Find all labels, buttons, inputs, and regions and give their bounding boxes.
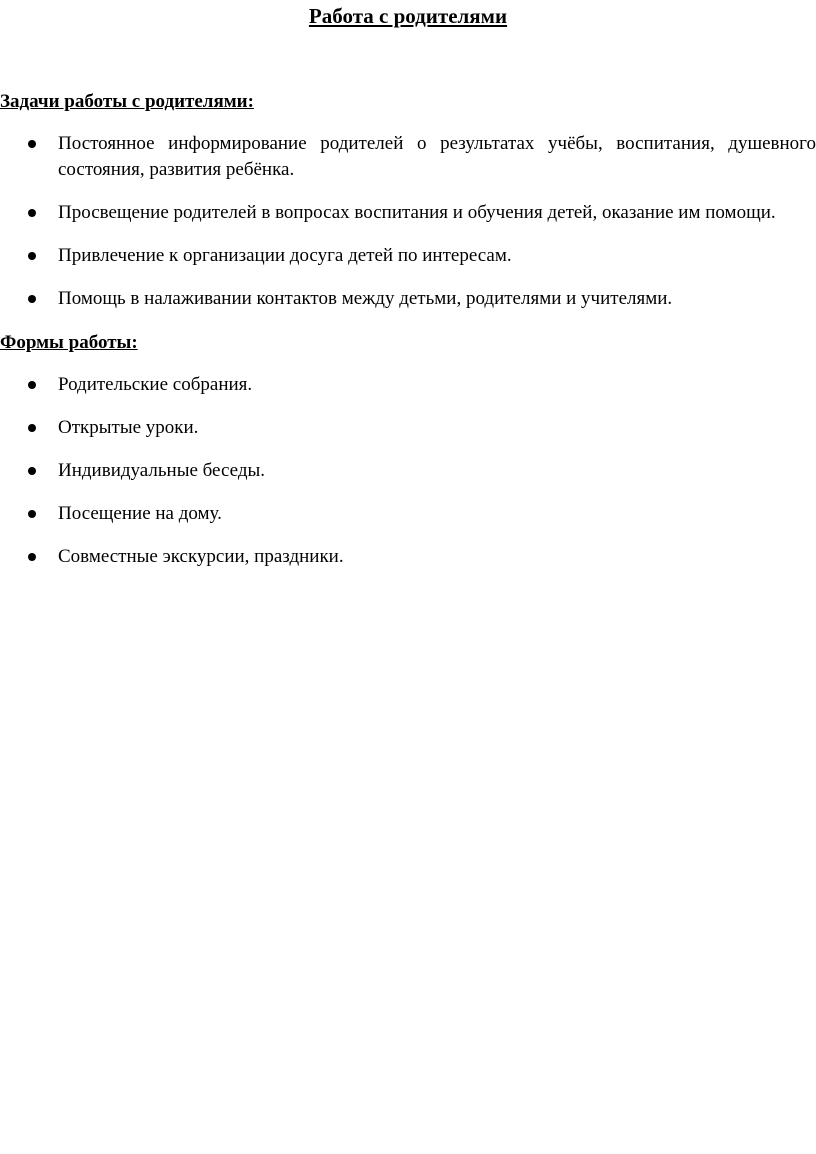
tasks-list [0, 131, 816, 329]
bullet-icon [28, 252, 36, 260]
tasks-heading: Задачи работы с родителями: [0, 91, 254, 112]
list-item-text: Привлечение к организации досуга детей по интересам. [58, 245, 512, 266]
list-item [0, 458, 816, 484]
list-item-text: Посещение на дому. [58, 503, 222, 524]
list-item [0, 415, 816, 441]
list-item [0, 544, 816, 570]
bullet-icon [28, 209, 36, 217]
list-item [0, 286, 816, 312]
page-title: Работа с родителями [308, 4, 508, 28]
list-item [0, 200, 816, 226]
bullet-icon [28, 510, 36, 518]
list-item [0, 243, 816, 269]
bullet-icon [28, 467, 36, 475]
list-item-text: Родительские собрания. [58, 374, 253, 395]
bullet-icon [28, 140, 36, 148]
list-item [0, 131, 816, 183]
list-item-text: Совместные экскурсии, праздники. [58, 546, 344, 567]
bullet-icon [28, 295, 36, 303]
list-item [0, 501, 816, 527]
list-item [0, 372, 816, 398]
list-item-text: Постоянное информирование родителей о результатах учёбы, воспитания, душевного состояния, развития ребёнка. [58, 133, 816, 180]
list-item-text: Помощь в налаживании контактов между детьми, родителями и учителями. [58, 288, 673, 309]
bullet-icon [28, 424, 36, 432]
list-item-text: Открытые уроки. [58, 417, 199, 438]
forms-list [0, 372, 816, 587]
list-item-text: Просвещение родителей в вопросах воспитания и обучения детей, оказание им помощи. [58, 202, 776, 223]
bullet-icon [28, 381, 36, 389]
forms-heading: Формы работы: [0, 332, 138, 353]
list-item-text: Индивидуальные беседы. [58, 460, 265, 481]
bullet-icon [28, 553, 36, 561]
